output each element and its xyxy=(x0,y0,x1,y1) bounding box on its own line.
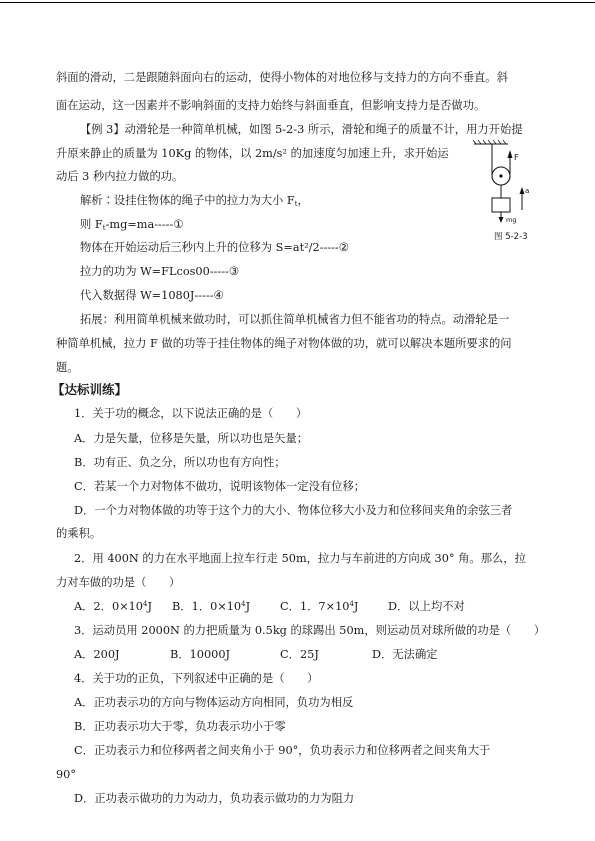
extension-line-3: 题。 xyxy=(56,361,79,374)
figure-caption: 图 5-2-3 xyxy=(494,232,528,242)
q3-option-d: D．无法确定 xyxy=(372,648,438,661)
q1-option-a: A．力是矢量，位移是矢量，所以功也是矢量； xyxy=(74,432,309,445)
pulley-figure xyxy=(472,138,554,224)
q4-option-d: D．正功表示做功的力为动力，负功表示做功的力为阻力 xyxy=(74,792,355,805)
q2-option-b: B．1．$0\times 10^4J$ xyxy=(172,600,251,613)
intro-line-1: 斜面的滑动，二是跟随斜面向右的运动，使得小物体的对地位移与支持力的方向不垂直。斜 xyxy=(56,71,508,84)
q1-stem: 1．关于功的概念，以下说法正确的是（ ） xyxy=(74,407,308,420)
q4-option-a: A．正功表示功的方向与物体运动方向相同，负功为相反 xyxy=(74,696,354,709)
block xyxy=(492,198,510,212)
q1-option-d-line1: D．一个力对物体做的功等于这个力的大小、物体位移大小及力和位移间夹角的余弦三者 xyxy=(74,504,513,517)
example3-line-1: 【例 3】动滑轮是一种简单机械，如图 5-2-3 所示，滑轮和绳子的质量不计，用力开始提 xyxy=(80,123,523,136)
solution-line-5: 代入数据得 W=1080J-----④ xyxy=(80,289,224,302)
q4-stem: 4．关于功的正负，下列叙述中正确的是（ ） xyxy=(74,672,319,685)
accel-label: a xyxy=(525,187,530,195)
solution-line-4: 拉力的功为 W=FLcos00-----③ xyxy=(80,265,240,278)
force-f-label: F xyxy=(514,153,519,162)
example3-line-3: 动后 3 秒内拉力做的功。 xyxy=(56,170,184,183)
q2-stem-line1: 2．用 400N 的力在水平地面上拉车行走 50m，拉力与车前进的方向成 30° 角。那么，拉 xyxy=(74,552,526,565)
pulley-axle xyxy=(499,174,502,177)
extension-line-1: 拓展：利用简单机械来做功时，可以抓住简单机械省力但不能省功的特点。动滑轮是一 xyxy=(80,313,510,326)
q3-stem: 3．运动员用 2000N 的力把质量为 0.5kg 的球踢出 50m，则运动员对球所做的功是（ ） xyxy=(74,624,546,637)
solution-line-2: 则 $F_t-mg=ma-----①$ xyxy=(80,218,184,232)
q4-option-c-line1: C．正功表示力和位移两者之间夹角小于 90°，负功表示力和位移两者之间夹角大于 xyxy=(74,744,491,757)
q3-option-b: B．10000J xyxy=(170,648,231,661)
page-top-rule xyxy=(0,2,595,3)
solution-line-1: 解析∶设挂住物体的绳子中的拉力为大小 $F_t$， xyxy=(80,194,309,208)
q4-option-b: B．正功表示功大于零，负功表示功小于零 xyxy=(74,720,286,733)
ceiling-hatch xyxy=(473,140,506,144)
q2-option-c: C．1．$7\times 10^4J$ xyxy=(280,600,359,613)
weight-arrow-head xyxy=(499,217,504,223)
example3-line-2: 升原来静止的质量为 10Kg 的物体，以 2m/s² 的加速度匀加速上升，求开始运 xyxy=(56,147,449,160)
q1-option-b: B．功有正、负之分，所以功也有方向性； xyxy=(74,456,286,469)
accel-arrow-head xyxy=(520,187,525,194)
q4-option-c-line2: 90° xyxy=(56,768,77,781)
q3-option-a: A．200J xyxy=(74,648,120,661)
force-f-arrow xyxy=(508,150,513,158)
q2-stem-line2: 力对车做的功是（ ） xyxy=(56,576,181,589)
extension-line-2: 种简单机械，拉力 F 做的功等于挂住物体的绳子对物体做的功，就可以解决本题所要求的问 xyxy=(56,337,512,350)
section-title: 【达标训练】 xyxy=(52,382,128,397)
q3-option-c: C．25J xyxy=(280,648,319,661)
weight-label: mg xyxy=(506,216,517,224)
intro-line-2: 面在运动，这一因素并不影响斜面的支持力始终与斜面垂直，但影响支持力是否做功。 xyxy=(56,99,486,112)
q1-option-d-line2: 的乘积。 xyxy=(56,527,102,540)
q2-option-d: D．以上均不对 xyxy=(388,600,465,613)
solution-line-3: 物体在开始运动后三秒内上升的位移为 S=at²/2-----② xyxy=(80,241,349,254)
q1-option-c: C．若某一个力对物体不做功，说明该物体一定没有位移； xyxy=(74,480,366,493)
q2-option-a: A．2．$0\times 10^4J$ xyxy=(74,600,152,613)
